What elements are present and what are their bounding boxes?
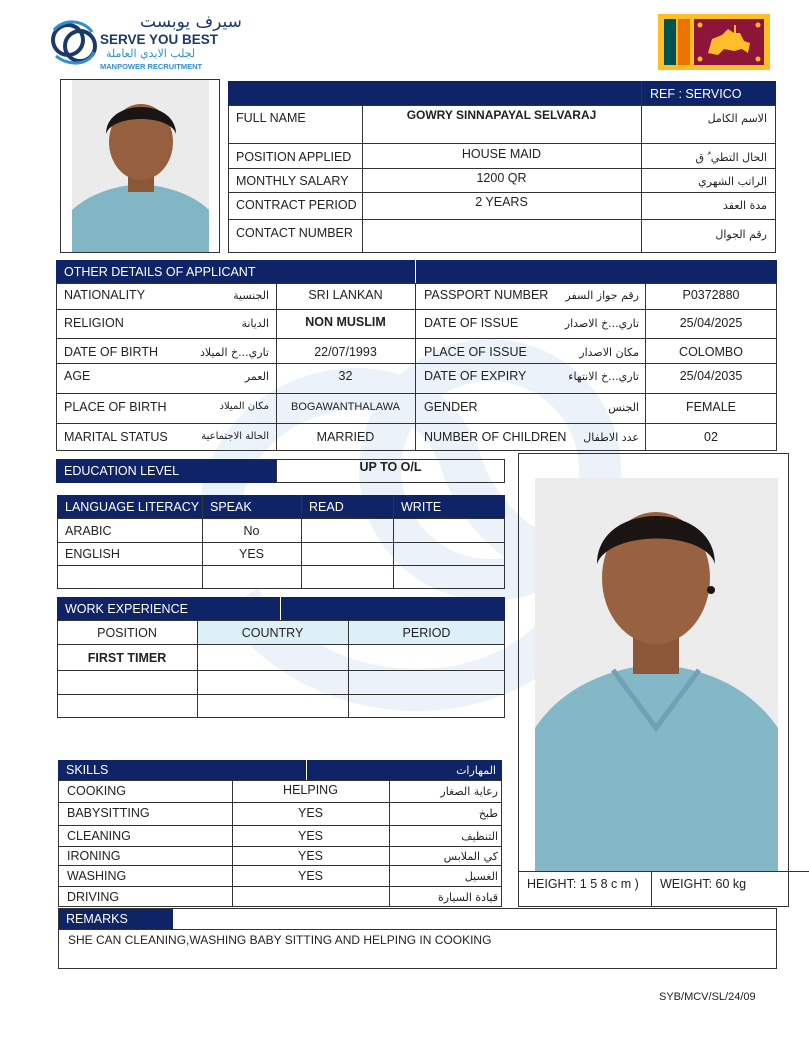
number-of-children-value: 02: [704, 430, 718, 444]
language-english-speak: YES: [238, 547, 264, 561]
skill-ironing-value: YES: [297, 849, 323, 863]
date-of-birth-value: 22/07/1993: [314, 345, 377, 359]
religion-label-ar: الديانة: [241, 317, 269, 330]
passport-number-label: PASSPORT NUMBER: [424, 288, 549, 302]
marital-status-label-ar: الحالة الاجتماعية: [201, 431, 269, 442]
skill-cooking-ar: رعاية الصغار: [440, 785, 498, 798]
marital-status-value: MARRIED: [316, 430, 375, 444]
contract-period-value: 2 YEARS: [475, 195, 528, 209]
date-of-expiry-label-ar: تاري...خ الانتهاء: [568, 370, 639, 383]
applicant-photo-large: [535, 478, 778, 871]
company-logo: [48, 16, 100, 70]
skill-cleaning-ar: التنظيف: [461, 830, 498, 843]
gender-label: GENDER: [424, 400, 478, 414]
age-value: 32: [338, 369, 353, 383]
place-of-issue-value: COLOMBO: [679, 345, 743, 359]
work-experience-title: WORK EXPERIENCE: [65, 601, 188, 616]
skill-cleaning-value: YES: [297, 829, 323, 843]
full-name-value: GOWRY SINNAPAYAL SELVARAJ: [406, 108, 597, 122]
ref-label: REF : SERVICO: [650, 87, 742, 101]
age-label-ar: العمر: [244, 370, 269, 383]
height-value: HEIGHT: 1 5 8 c m ): [527, 877, 639, 891]
remarks-title: REMARKS: [66, 911, 128, 926]
position-applied-label: POSITION APPLIED: [236, 150, 352, 164]
work-header-period: PERIOD: [402, 626, 451, 640]
company-name-ar: سيرف يوبست: [140, 12, 242, 32]
nationality-label: NATIONALITY: [64, 288, 146, 302]
date-of-birth-label-ar: تاري...خ الميلاد: [200, 346, 269, 359]
place-of-issue-label-ar: مكان الاصدار: [579, 346, 639, 359]
ref-header-bar: [228, 81, 776, 105]
full-name-label-ar: الاسم الكامل: [707, 112, 767, 125]
full-name-label: FULL NAME: [236, 111, 306, 125]
language-header-literacy: LANGUAGE LITERACY: [65, 500, 200, 514]
religion-value: NON MUSLIM: [305, 315, 386, 329]
other-details-header: [56, 260, 777, 283]
skill-washing: WASHING: [67, 869, 127, 883]
skill-washing-ar: الغسيل: [464, 870, 498, 883]
date-of-expiry-label: DATE OF EXPIRY: [424, 369, 527, 383]
position-applied-label-ar: الحال التطي ُ ق: [695, 151, 767, 164]
footer-reference-code: SYB/MCV/SL/24/09: [659, 991, 756, 1003]
company-name-en: SERVE YOU BEST: [100, 32, 219, 47]
position-applied-value: HOUSE MAID: [461, 147, 542, 161]
monthly-salary-label-ar: الراتب الشهري: [698, 175, 767, 188]
gender-value: FEMALE: [685, 400, 736, 414]
lion-icon: [694, 19, 764, 65]
weight-value: WEIGHT: 60 kg: [660, 877, 747, 891]
language-english: ENGLISH: [65, 547, 120, 561]
contact-number-label-ar: رقم الجوال: [715, 228, 767, 241]
skills-title: SKILLS: [66, 763, 109, 777]
place-of-birth-label: PLACE OF BIRTH: [64, 400, 167, 414]
remarks-text: SHE CAN CLEANING,WASHING BABY SITTING AND HELPING IN COOKING: [68, 933, 492, 947]
skill-ironing-ar: كي الملابس: [443, 850, 498, 863]
other-details-title: OTHER DETAILS OF APPLICANT: [64, 264, 256, 279]
education-label: [56, 459, 276, 483]
skill-driving: DRIVING: [67, 890, 120, 904]
work-header-position: POSITION: [97, 626, 157, 640]
company-tagline-ar: لجلب الايدي العاملة: [106, 47, 196, 60]
date-of-issue-value: 25/04/2025: [679, 316, 743, 330]
company-tagline-en: MANPOWER RECRUITMENT: [100, 62, 203, 71]
number-of-children-label: NUMBER OF CHILDREN: [424, 430, 567, 444]
place-of-issue-label: PLACE OF ISSUE: [424, 345, 527, 359]
gender-label-ar: الجنس: [608, 401, 639, 414]
language-arabic: ARABIC: [65, 524, 112, 538]
passport-number-value: P0372880: [682, 288, 740, 302]
education-label-text: EDUCATION LEVEL: [64, 464, 180, 478]
skill-cleaning: CLEANING: [67, 829, 131, 843]
monthly-salary-value: 1200 QR: [476, 171, 527, 185]
passport-number-label-ar: رقم جواز السفر: [565, 289, 639, 302]
skill-cooking: COOKING: [67, 784, 127, 798]
work-row-position: FIRST TIMER: [87, 651, 167, 665]
nationality-value: SRI LANKAN: [308, 288, 383, 302]
nationality-label-ar: الجنسية: [233, 289, 269, 302]
date-of-issue-label: DATE OF ISSUE: [424, 316, 519, 330]
date-of-expiry-value: 25/04/2035: [679, 369, 743, 383]
religion-label: RELIGION: [64, 316, 124, 330]
contract-period-label: CONTRACT PERIOD: [236, 198, 357, 212]
applicant-photo-small: [72, 80, 209, 252]
logo-emblem-icon: [48, 16, 100, 70]
skills-table: [58, 780, 502, 907]
contract-period-label-ar: مدة العقد: [723, 199, 767, 212]
skills-title-ar: المهارات: [456, 764, 496, 777]
skill-cooking-value: HELPING: [283, 783, 338, 797]
marital-status-label: MARITAL STATUS: [64, 430, 168, 444]
monthly-salary-label: MONTHLY SALARY: [236, 174, 349, 188]
contact-number-label: CONTACT NUMBER: [236, 226, 353, 240]
skills-header: [58, 760, 502, 780]
place-of-birth-label-ar: مكان الميلاد: [219, 401, 269, 412]
age-label: AGE: [64, 369, 91, 383]
language-arabic-speak: No: [243, 524, 260, 538]
education-value: UP TO O/L: [359, 460, 422, 474]
language-header-read: READ: [309, 500, 344, 514]
skill-babysitting: BABYSITTING: [67, 806, 150, 820]
work-experience-header: [57, 597, 505, 620]
number-of-children-label-ar: عدد الاطفال: [583, 431, 639, 444]
date-of-issue-label-ar: تاري...خ الاصدار: [564, 317, 639, 330]
sri-lanka-flag: [658, 14, 770, 70]
language-header-speak: SPEAK: [210, 500, 252, 514]
place-of-birth-value: BOGAWANTHALAWA: [291, 401, 400, 413]
work-header-country: COUNTRY: [241, 626, 304, 640]
skill-ironing: IRONING: [67, 849, 121, 863]
date-of-birth-label: DATE OF BIRTH: [64, 345, 158, 359]
skill-washing-value: YES: [297, 869, 323, 883]
skill-driving-ar: قيادة السيارة: [437, 891, 498, 904]
language-header-write: WRITE: [401, 500, 442, 514]
skill-babysitting-value: YES: [297, 806, 323, 820]
skill-babysitting-ar: طبخ: [478, 807, 498, 820]
